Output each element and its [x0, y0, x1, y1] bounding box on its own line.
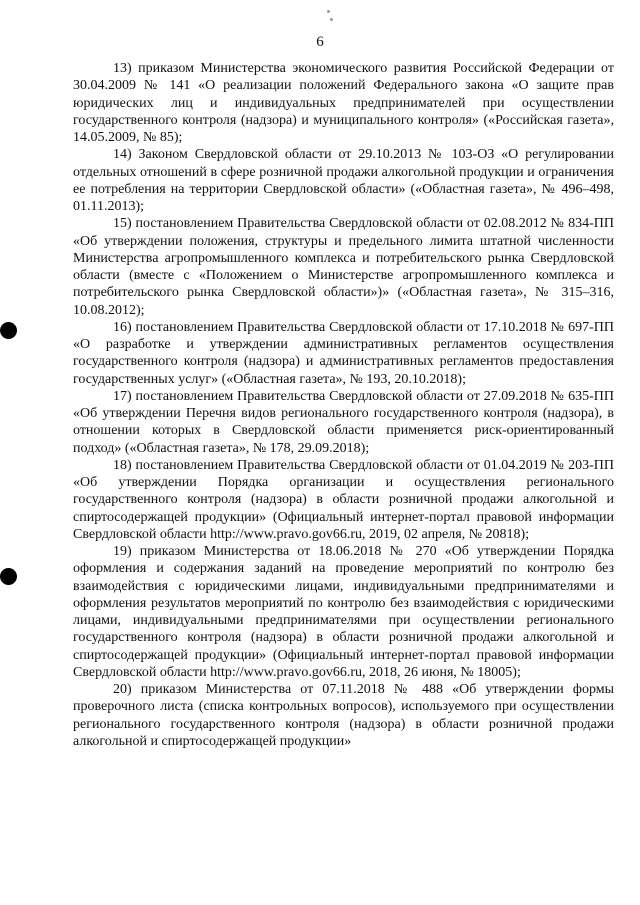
- list-item-number: 14): [113, 147, 132, 163]
- list-item: [73, 146, 614, 215]
- list-item-text: Законом Свердловской области от 29.10.2013 № 103-ОЗ «О регулировании отдельных отношений в сфере розничной продажи алкогольной продукции и ограничения ее потребления на территории Свердловской области» («Областная газета», № 496–498, 01.11.2013);: [73, 147, 615, 214]
- list-item-number: 16): [113, 319, 132, 335]
- list-item-number: 19): [113, 544, 132, 559]
- scan-speck: [327, 10, 330, 13]
- list-item-text: постановлением Правительства Свердловской области от 01.04.2019 № 203-ПП «Об утверждении Порядка организации и осуществления регионального государственного контроля (надзора) в области розничной продажи алкогольной и спиртосодержащей продукции» (Официальный интернет-портал правовой информации Свердловской области http://www.pravo.gov66.ru, 2019, 02 апреля, № 20818);: [73, 457, 615, 542]
- list-item-text: приказом Министерства экономического развития Российской Федерации от 30.04.2009 № 141 «О реализации положений Федерального закона «О защите прав юридических лиц и индивидуальных предпринимателей при осуществлении государственного контроля (надзора) и муниципального контроля» («Российская газета», 14.05.2009, № 85);: [73, 61, 614, 145]
- scan-speck: [330, 18, 333, 21]
- binder-hole: [0, 568, 17, 585]
- list-item-number: 20): [113, 682, 132, 697]
- list-item-number: 13): [113, 61, 132, 76]
- list-item-text: постановлением Правительства Свердловской области от 17.10.2018 № 697-ПП «О разработке и утверждении административных регламентов осуществления государственного контроля (надзора) и административных регламентов предоставления государственных услуг» («Областная газета», № 193, 20.10.2018);: [73, 319, 615, 387]
- list-item-number: 18): [113, 457, 132, 473]
- list-item-text: постановлением Правительства Свердловской области от 27.09.2018 № 635-ПП «Об утверждении Перечня видов регионального государственного контроля (надзора), в отношении которых в Свердловской области применяется риск-ориентированный подход» («Областная газета», № 178, 29.09.2018);: [73, 388, 615, 456]
- list-item: [73, 543, 614, 681]
- page-number: 6: [316, 34, 324, 50]
- list-item-number: 17): [113, 388, 132, 404]
- list-item: [73, 457, 614, 543]
- list-item-text: постановлением Правительства Свердловской области от 02.08.2012 № 834-ПП «Об утверждении положения, структуры и предельного лимита штатной численности Министерства агропромышленного комплекса и потребительского рынка Свердловской области (вместе с «Положением о Министерстве агропромышленного комплекса и потребительского рынка Свердловской области»)» («Областная газета», № 315–316, 10.08.2012);: [73, 216, 615, 318]
- list-item-number: 15): [113, 216, 132, 232]
- list-item: [73, 681, 614, 750]
- list-item-text: приказом Министерства от 18.06.2018 № 270 «Об утверждении Порядка оформления и содержания заданий на проведение мероприятий по контролю без взаимодействия с юридическими лицами, индивидуальными предпринимателями и оформления результатов мероприятий по контролю без взаимодействия с юридическими лицами, индивидуальными предпринимателями при осуществлении регионального государственного контроля (надзора) в области розничной продажи алкогольной и спиртосодержащей продукции» (Официальный интернет-портал правовой информации Свердловской области http://www.pravo.gov66.ru, 2018, 26 июня, № 18005);: [73, 544, 614, 680]
- list-item: [73, 319, 614, 388]
- binder-hole: [0, 322, 17, 339]
- list-item-text: приказом Министерства от 07.11.2018 № 488 «Об утверждении формы проверочного листа (списка контрольных вопросов), используемого при осуществлении регионального государственного контроля (надзора) в области розничной продажи алкогольной и спиртосодержащей продукции»: [73, 682, 614, 749]
- list-item: [73, 388, 614, 457]
- list-item: [73, 60, 614, 146]
- list-item: [73, 215, 614, 319]
- document-body: [73, 60, 614, 750]
